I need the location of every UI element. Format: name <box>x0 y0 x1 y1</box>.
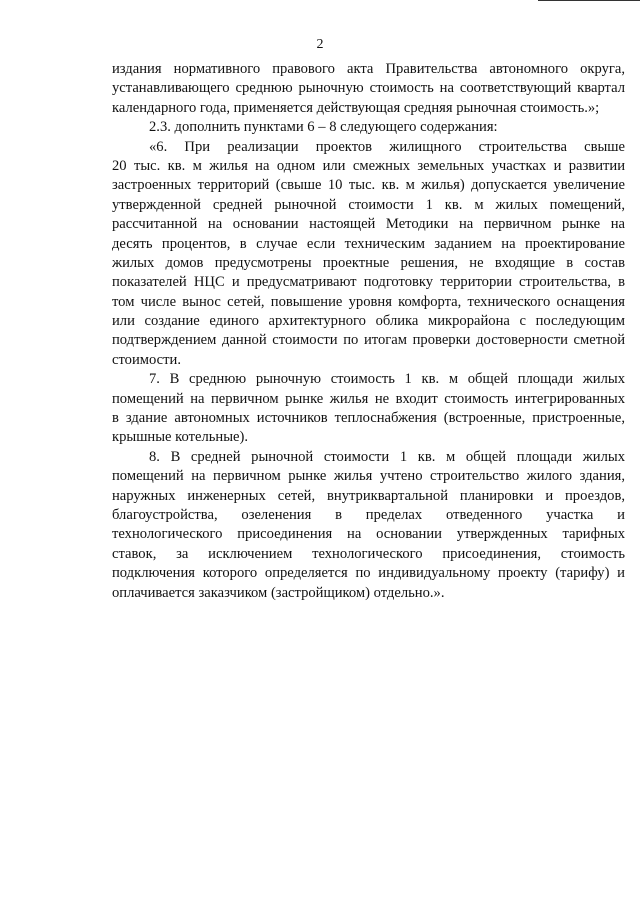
text-line: календарного года, применяется действующая средняя рыночная стоимость.»; <box>112 99 600 116</box>
paragraph-p-2-3 <box>112 118 625 137</box>
text-line: 2.3. дополнить пунктами 6 – 8 следующего содержания: <box>149 119 498 136</box>
text-line: оплачивается заказчиком (застройщиком) отдельно.». <box>112 584 445 601</box>
text-line: издания нормативного правового акта Правительства автономного округа, <box>112 61 625 77</box>
text-line: наружных инженерных сетей, внутриквартальной планировки и проездов, <box>112 487 625 504</box>
text-line: «6. При реализации проектов жилищного строительства свыше <box>149 138 625 155</box>
text-line: помещений на первичном рынке жилья не входит стоимость интегрированных <box>112 390 625 407</box>
text-line: помещений на первичном рынке жилья учтено строительство жилого здания, <box>112 468 625 485</box>
text-line: 7. В среднюю рыночную стоимость 1 кв. м общей площади жилых <box>149 371 625 388</box>
text-line: 8. В средней рыночной стоимости 1 кв. м общей площади жилых <box>149 448 625 465</box>
text-line: стоимости. <box>112 351 181 368</box>
page-number: 2 <box>316 37 324 52</box>
text-line: том числе вынос сетей, повышение уровня комфорта, технического оснащения <box>112 293 625 310</box>
text-line: жилых домов предусмотрены проектные решения, не входящие в состав <box>112 254 625 271</box>
paragraph-p-7 <box>112 370 625 448</box>
text-line: крышные котельные). <box>112 429 249 446</box>
text-line: утвержденной средней рыночной стоимости 1 кв. м жилых помещений, <box>112 196 625 213</box>
paragraph-p-6 <box>112 138 625 371</box>
text-line: застроенных территорий (свыше 10 тыс. кв. м жилья) допускается увеличение <box>112 177 625 194</box>
paragraph-p-8 <box>112 448 625 603</box>
text-line: ставок, за исключением технологического присоединения, стоимость <box>112 545 625 562</box>
text-line: благоустройства, озеленения в пределах отведенного участка и <box>112 506 625 523</box>
text-line: или создание единого архитектурного облика микрорайона с последующим <box>112 313 625 330</box>
top-rule <box>538 0 640 1</box>
text-line: подключения которого определяется по индивидуальному проекту (тарифу) и <box>112 565 625 582</box>
text-line: показателей НЦС и предусматривают подготовку территории строительства, в <box>112 274 625 291</box>
text-line: технологического присоединения на основании утвержденных тарифных <box>112 526 625 543</box>
text-line: в здание автономных источников теплоснабжения (встроенные, пристроенные, <box>112 410 625 427</box>
text-line: подтверждением данной стоимости по итогам проверки достоверности сметной <box>112 332 625 349</box>
paragraph-p-continuation <box>112 60 625 118</box>
text-line: рассчитанной на основании настоящей Методики на первичном рынке на <box>112 216 625 233</box>
text-line: 20 тыс. кв. м жилья на одном или смежных земельных участках и развитии <box>112 157 625 174</box>
document-body <box>112 60 625 603</box>
text-line: десять процентов, в случае если техническим заданием на проектирование <box>112 235 625 252</box>
text-line: устанавливающего среднюю рыночную стоимость на соответствующий квартал <box>112 80 625 97</box>
